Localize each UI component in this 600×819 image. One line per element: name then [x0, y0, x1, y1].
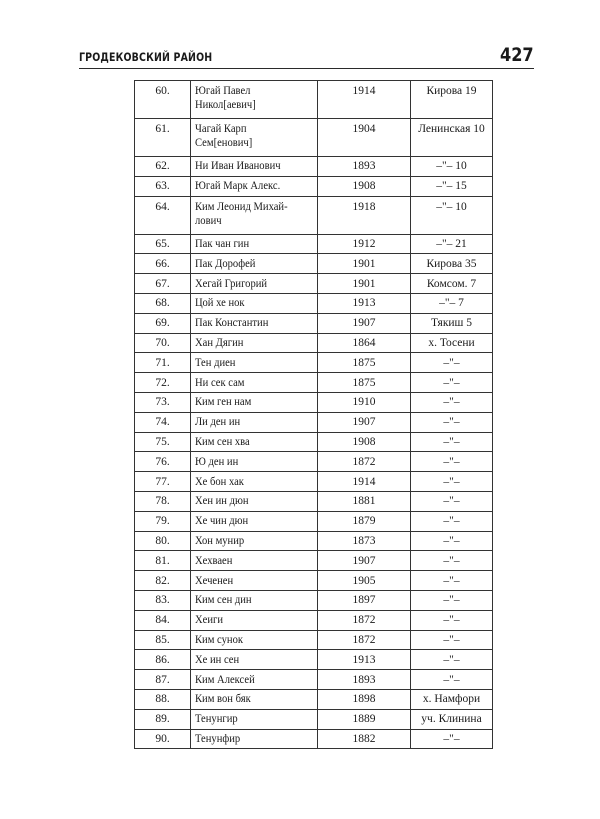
running-header	[79, 44, 534, 69]
birth-year: 1913	[318, 650, 411, 670]
table-row	[135, 234, 493, 254]
person-name-cell	[191, 650, 318, 670]
person-name-line: Никол[аевич]	[195, 99, 256, 111]
birth-year: 1872	[318, 630, 411, 650]
person-name-line: Хе ин сен	[195, 653, 240, 666]
address: –"–	[411, 590, 493, 610]
person-name-line: Пак чан гин	[195, 237, 250, 250]
person-name-line: Ким Леонид Михай-	[195, 200, 288, 213]
person-name-line: Хон мунир	[195, 534, 245, 547]
person-name-line: Ким ген нам	[195, 396, 252, 409]
row-number: 89.	[135, 709, 191, 729]
table-row	[135, 709, 493, 729]
person-name-line: Хегай Григорий	[195, 277, 268, 290]
birth-year: 1893	[318, 157, 411, 177]
address: –"– 10	[411, 157, 493, 177]
address: –"–	[411, 472, 493, 492]
row-number: 60.	[135, 81, 191, 119]
person-name-cell	[191, 81, 318, 119]
address: –"–	[411, 610, 493, 630]
page-title: ГРОДЕКОВСКИЙ РАЙОН	[79, 50, 213, 64]
table-row	[135, 274, 493, 294]
birth-year: 1914	[318, 81, 411, 119]
person-name-line: Чагай Карп	[195, 123, 247, 135]
address: –"–	[411, 571, 493, 591]
row-number: 82.	[135, 571, 191, 591]
address: х. Намфори	[411, 689, 493, 709]
person-name-line: Тенунфир	[195, 732, 241, 745]
person-name-cell	[191, 709, 318, 729]
table-row	[135, 571, 493, 591]
birth-year: 1907	[318, 412, 411, 432]
address: –"– 10	[411, 196, 493, 234]
person-name-line: Ли ден ин	[195, 416, 241, 429]
person-name-line: Ни Иван Иванович	[195, 160, 281, 173]
table-row	[135, 119, 493, 157]
person-name-cell	[191, 630, 318, 650]
table-row	[135, 432, 493, 452]
birth-year: 1908	[318, 432, 411, 452]
address: –"–	[411, 432, 493, 452]
table-row	[135, 670, 493, 690]
row-number: 63.	[135, 176, 191, 196]
table-row	[135, 551, 493, 571]
table-row	[135, 630, 493, 650]
address: уч. Клинина	[411, 709, 493, 729]
address: –"–	[411, 630, 493, 650]
address: –"– 15	[411, 176, 493, 196]
person-name-line: Пак Дорофей	[195, 257, 256, 270]
birth-year: 1908	[318, 176, 411, 196]
person-name-cell	[191, 670, 318, 690]
person-name-line: Хе бон хак	[195, 475, 244, 488]
row-number: 84.	[135, 610, 191, 630]
table-row	[135, 81, 493, 119]
person-name-cell	[191, 432, 318, 452]
person-name-cell	[191, 254, 318, 274]
person-name-line: Хехваен	[195, 554, 233, 567]
row-number: 80.	[135, 531, 191, 551]
birth-year: 1904	[318, 119, 411, 157]
table-row	[135, 590, 493, 610]
row-number: 86.	[135, 650, 191, 670]
row-number: 64.	[135, 196, 191, 234]
birth-year: 1913	[318, 293, 411, 313]
birth-year: 1897	[318, 590, 411, 610]
address: –"–	[411, 729, 493, 749]
birth-year: 1901	[318, 254, 411, 274]
address: Кирова 19	[411, 81, 493, 119]
person-name-cell	[191, 491, 318, 511]
row-number: 73.	[135, 392, 191, 412]
person-name-cell	[191, 531, 318, 551]
table-row	[135, 157, 493, 177]
table-row	[135, 196, 493, 234]
row-number: 87.	[135, 670, 191, 690]
row-number: 78.	[135, 491, 191, 511]
row-number: 61.	[135, 119, 191, 157]
person-name-cell	[191, 472, 318, 492]
row-number: 66.	[135, 254, 191, 274]
table-row	[135, 373, 493, 393]
row-number: 77.	[135, 472, 191, 492]
person-name-cell	[191, 313, 318, 333]
row-number: 83.	[135, 590, 191, 610]
birth-year: 1875	[318, 353, 411, 373]
address: –"–	[411, 353, 493, 373]
person-name-cell	[191, 157, 318, 177]
address: –"–	[411, 491, 493, 511]
person-name-cell	[191, 729, 318, 749]
row-number: 75.	[135, 432, 191, 452]
birth-year: 1898	[318, 689, 411, 709]
row-number: 88.	[135, 689, 191, 709]
person-name-line: Хен ин дюн	[195, 495, 249, 508]
person-name-cell	[191, 689, 318, 709]
table-row	[135, 412, 493, 432]
table-row	[135, 610, 493, 630]
table-row	[135, 313, 493, 333]
table-row	[135, 333, 493, 353]
person-name-cell	[191, 274, 318, 294]
address: Ленинская 10	[411, 119, 493, 157]
person-name-line: Хе чин дюн	[195, 515, 249, 528]
person-name-line: Ни сек сам	[195, 376, 245, 389]
row-number: 68.	[135, 293, 191, 313]
person-name-line: Ким сунок	[195, 633, 243, 646]
person-name-line: Цой хе нок	[195, 297, 245, 310]
person-name-cell	[191, 551, 318, 571]
birth-year: 1873	[318, 531, 411, 551]
table-row	[135, 729, 493, 749]
person-name-cell	[191, 571, 318, 591]
row-number: 65.	[135, 234, 191, 254]
table-row	[135, 353, 493, 373]
table-row	[135, 511, 493, 531]
row-number: 85.	[135, 630, 191, 650]
table-row	[135, 531, 493, 551]
table-row	[135, 176, 493, 196]
row-number: 76.	[135, 452, 191, 472]
address: –"–	[411, 412, 493, 432]
person-name-cell	[191, 392, 318, 412]
person-name-cell	[191, 176, 318, 196]
person-name-cell	[191, 452, 318, 472]
birth-year: 1907	[318, 551, 411, 571]
row-number: 67.	[135, 274, 191, 294]
person-name-line: Хеиги	[195, 614, 224, 627]
address: –"–	[411, 392, 493, 412]
address: Тякиш 5	[411, 313, 493, 333]
birth-year: 1872	[318, 452, 411, 472]
row-number: 81.	[135, 551, 191, 571]
table-body	[135, 81, 493, 749]
person-name-cell	[191, 333, 318, 353]
residents-table	[134, 80, 493, 749]
page-number: 427	[500, 44, 534, 66]
person-name-line: Хан Дягин	[195, 336, 244, 349]
person-name-cell	[191, 353, 318, 373]
birth-year: 1912	[318, 234, 411, 254]
birth-year: 1879	[318, 511, 411, 531]
birth-year: 1907	[318, 313, 411, 333]
person-name-line: Сем[енович]	[195, 137, 253, 149]
person-name-line: Ким вон бяк	[195, 693, 251, 706]
person-name-line: Хеченен	[195, 574, 234, 587]
table-row	[135, 491, 493, 511]
person-name-cell	[191, 590, 318, 610]
birth-year: 1905	[318, 571, 411, 591]
address: –"–	[411, 511, 493, 531]
person-name-line: Ким Алексей	[195, 673, 255, 686]
birth-year: 1893	[318, 670, 411, 690]
row-number: 72.	[135, 373, 191, 393]
address: Комсом. 7	[411, 274, 493, 294]
table-row	[135, 689, 493, 709]
birth-year: 1918	[318, 196, 411, 234]
birth-year: 1882	[318, 729, 411, 749]
address: –"–	[411, 373, 493, 393]
address: –"–	[411, 670, 493, 690]
person-name-cell	[191, 196, 318, 234]
person-name-cell	[191, 511, 318, 531]
address: –"– 21	[411, 234, 493, 254]
row-number: 71.	[135, 353, 191, 373]
person-name-line: Югай Марк Алекс.	[195, 180, 281, 193]
person-name-cell	[191, 234, 318, 254]
person-name-line: Тенунгир	[195, 713, 238, 726]
birth-year: 1914	[318, 472, 411, 492]
person-name-cell	[191, 373, 318, 393]
birth-year: 1901	[318, 274, 411, 294]
table-row	[135, 452, 493, 472]
person-name-cell	[191, 610, 318, 630]
birth-year: 1881	[318, 491, 411, 511]
person-name-cell	[191, 119, 318, 157]
birth-year: 1872	[318, 610, 411, 630]
row-number: 69.	[135, 313, 191, 333]
person-name-line: лович	[195, 214, 222, 227]
address: –"–	[411, 650, 493, 670]
person-name-cell	[191, 293, 318, 313]
address: –"–	[411, 452, 493, 472]
table-row	[135, 472, 493, 492]
table-row	[135, 293, 493, 313]
person-name-line: Югай Павел	[195, 85, 251, 97]
row-number: 74.	[135, 412, 191, 432]
address: х. Тосени	[411, 333, 493, 353]
row-number: 90.	[135, 729, 191, 749]
row-number: 70.	[135, 333, 191, 353]
person-name-line: Ким сен хва	[195, 435, 250, 448]
table-row	[135, 254, 493, 274]
table-row	[135, 392, 493, 412]
address: –"–	[411, 531, 493, 551]
person-name-cell	[191, 412, 318, 432]
row-number: 79.	[135, 511, 191, 531]
person-name-line: Пак Константин	[195, 317, 269, 330]
address: Кирова 35	[411, 254, 493, 274]
person-name-line: Ким сен дин	[195, 594, 252, 607]
address: –"–	[411, 551, 493, 571]
table-row	[135, 650, 493, 670]
address: –"– 7	[411, 293, 493, 313]
birth-year: 1910	[318, 392, 411, 412]
birth-year: 1864	[318, 333, 411, 353]
birth-year: 1889	[318, 709, 411, 729]
person-name-line: Тен диен	[195, 356, 236, 369]
row-number: 62.	[135, 157, 191, 177]
person-name-line: Ю ден ин	[195, 455, 239, 468]
birth-year: 1875	[318, 373, 411, 393]
